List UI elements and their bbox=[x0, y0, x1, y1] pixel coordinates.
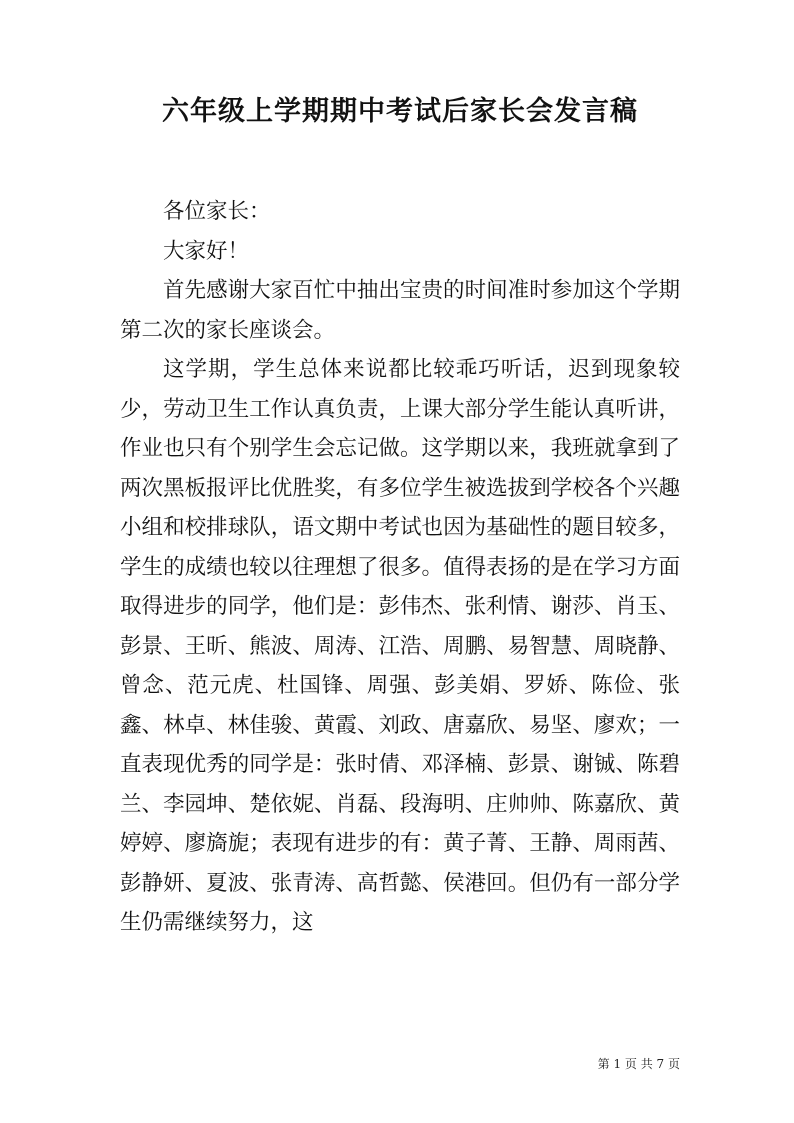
document-title: 六年级上学期期中考试后家长会发言稿 bbox=[162, 96, 638, 127]
page-number-footer: 第 1 页 共 7 页 bbox=[597, 1057, 680, 1071]
greeting-paragraph: 大家好！ bbox=[163, 238, 250, 264]
opening-paragraph: 首先感谢大家百忙中抽出宝贵的时间准时参加这个学期第二次的家长座谈会。 bbox=[120, 278, 680, 343]
main-paragraph: 这学期，学生总体来说都比较乖巧听话，迟到现象较少，劳动卫生工作认真负责，上课大部分学生能认真听讲，作业也只有个别学生会忘记做。这学期以来，我班就拿到了两次黑板报评比优胜奖，有多位学生被选拔到学校各个兴趣小组和校排球队，语文期中考试也因为基础性的题目较多，学生的成绩也较以往理想了很多。值得表扬的是在学习方面取得进步的同学，他们是：彭伟杰、张利情、谢莎、肖玉、彭景、王昕、熊波、周涛、江浩、周鹏、易智慧、周晓静、曾念、范元虎、杜国锋、周强、彭美娟、罗娇、陈俭、张鑫、林卓、林佳骏、黄霞、刘政、唐嘉欣、易坚、廖欢；一直表现优秀的同学是：张时倩、邓泽楠、彭景、谢铖、陈碧兰、李园坤、楚依妮、肖磊、段海明、庄帅帅、陈嘉欣、黄婷婷、廖旖旎；表现有进步的有：黄子菁、王静、周雨茜、彭静妍、夏波、张青涛、高哲懿、侯港回。但仍有一部分学生仍需继续努力，这 bbox=[120, 357, 680, 935]
salutation-paragraph: 各位家长： bbox=[163, 199, 271, 224]
document-body bbox=[120, 192, 680, 943]
